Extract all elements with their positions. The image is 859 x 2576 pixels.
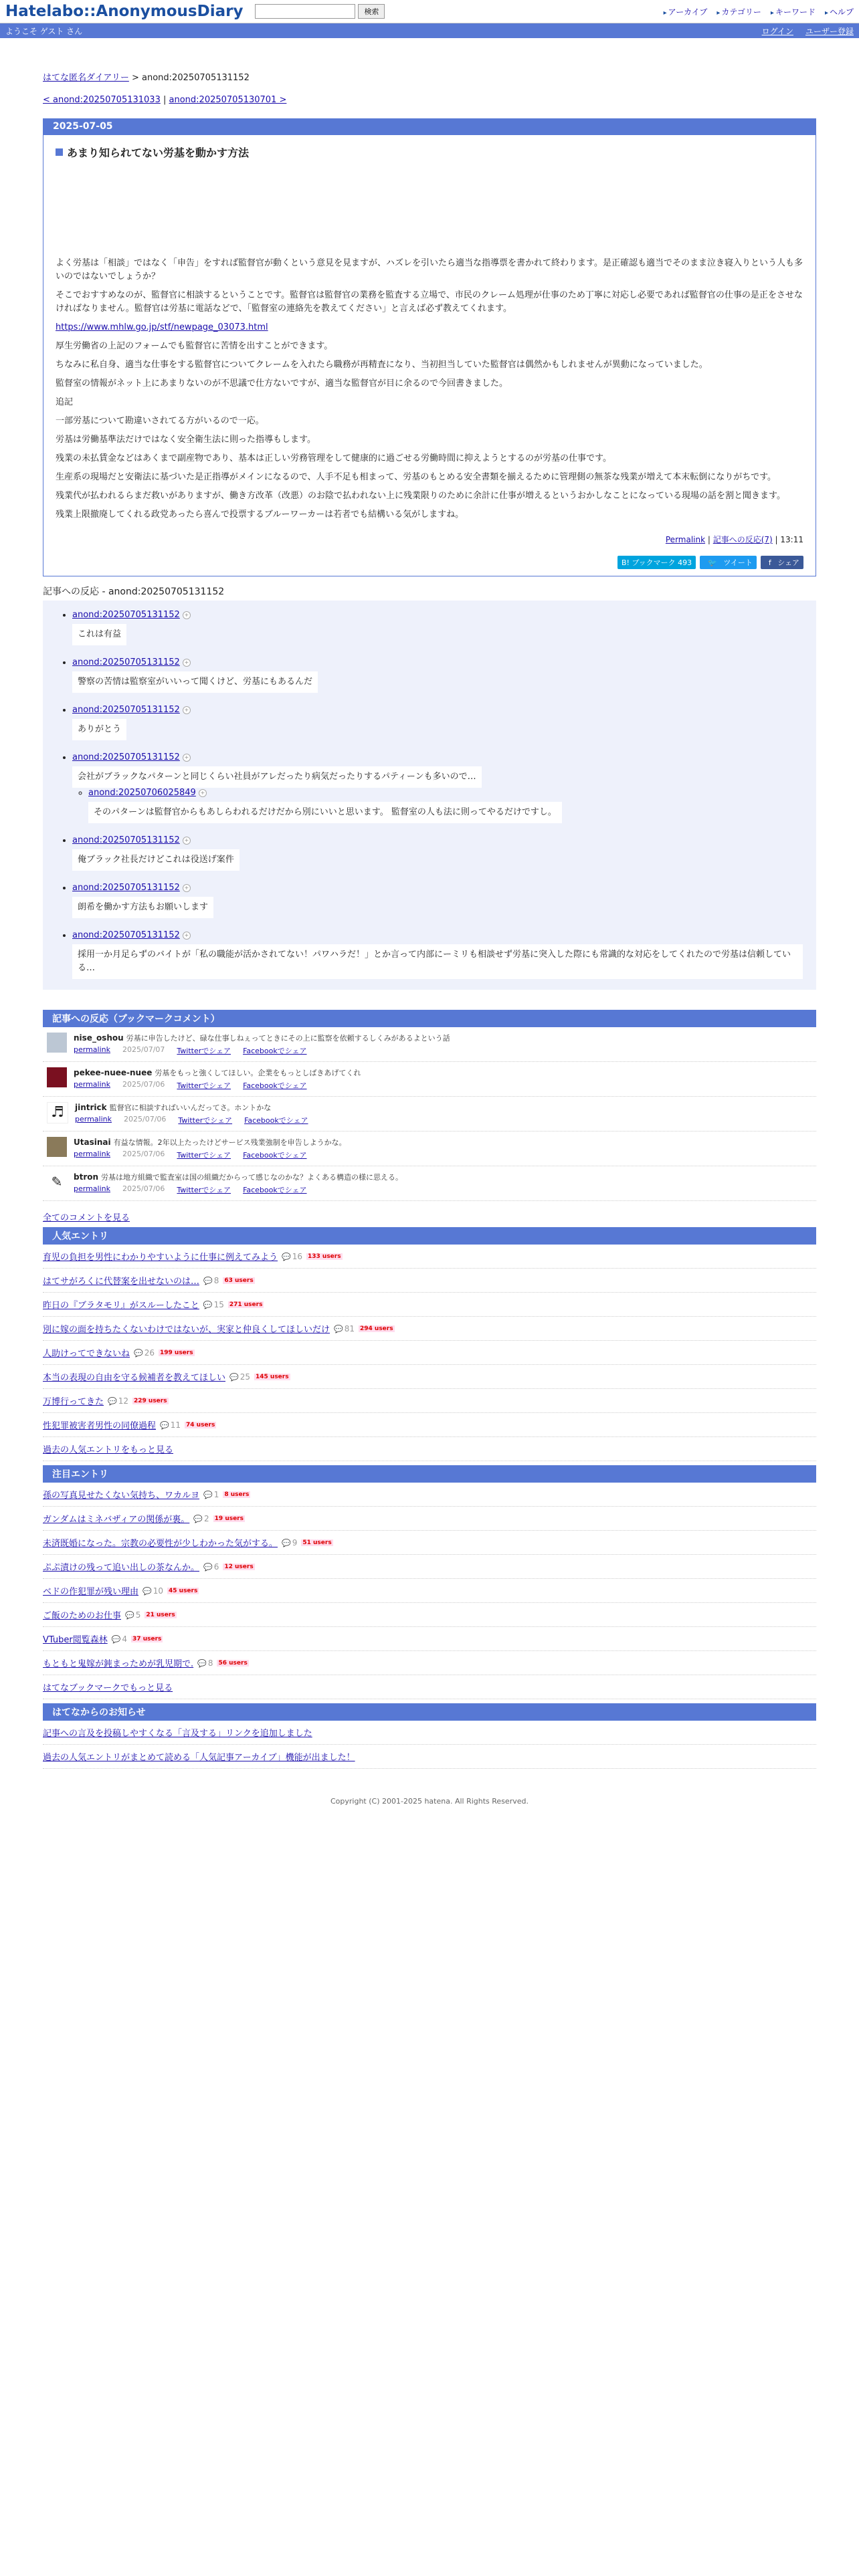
reaction-link[interactable]: anond:20250705131152 — [72, 752, 180, 762]
mhlw-link[interactable]: https://www.mhlw.go.jp/stf/newpage_03073.html — [56, 322, 268, 332]
breadcrumb-sep: > — [128, 73, 142, 83]
permalink[interactable]: Permalink — [665, 535, 706, 544]
diary-entry — [43, 118, 816, 576]
facebook-label: シェア — [777, 558, 799, 567]
entry-title[interactable] — [56, 144, 803, 160]
avatar[interactable] — [47, 1033, 67, 1053]
bookmark-user[interactable]: nise_oshou — [74, 1033, 124, 1043]
list-item — [43, 1721, 816, 1745]
entry-title-text: あまり知られてない労基を動かす方法 — [67, 146, 250, 159]
expand-icon[interactable]: + — [183, 884, 191, 892]
list-item — [43, 1413, 816, 1437]
entry-link[interactable]: 未済既婚になった。宗教の必要性が少しわかった気がする。 — [43, 1539, 278, 1549]
list-item — [43, 1651, 816, 1675]
twitter-share-link[interactable]: Twitterでシェア — [178, 1116, 233, 1125]
tweet-button[interactable] — [700, 556, 757, 569]
avatar[interactable] — [47, 1137, 67, 1157]
login-link[interactable]: ログイン — [761, 26, 793, 36]
bookmark-permalink[interactable]: permalink — [74, 1184, 110, 1193]
bookmark-date: 2025/07/06 — [122, 1184, 165, 1193]
facebook-share-link[interactable]: Facebookでシェア — [243, 1186, 307, 1194]
users-badge[interactable]: 19 users — [214, 1515, 244, 1522]
reaction-link[interactable]: anond:20250705131152 — [72, 883, 180, 893]
welcome-bar — [0, 23, 859, 38]
facebook-share-link[interactable]: Facebookでシェア — [243, 1151, 307, 1160]
comment-count: 💬 12 — [108, 1396, 128, 1406]
users-badge[interactable]: 145 users — [256, 1373, 289, 1380]
entry-link[interactable]: 万博行ってきた — [43, 1397, 104, 1407]
entry-link[interactable]: VTuber閲覧森林 — [43, 1635, 108, 1645]
list-item — [43, 1507, 816, 1531]
entry-link[interactable]: 昨日の『ブラタモリ』がスルーしたこと — [43, 1301, 199, 1311]
tweet-label: ツイート — [723, 558, 753, 567]
bookmark-text: 労基をもっと強くしてほしい。企業をもっとしばきあげてくれ — [155, 1069, 361, 1077]
bookmark-text: 労基に申告したけど、碌な仕事しねぇってときにその上に監察を依頼するしくみがあるよという話 — [126, 1034, 450, 1043]
hatena-bookmark-button[interactable]: B! ブックマーク 493 — [617, 556, 696, 569]
bookmark-text: 有益な情報。2年以上たったけどサービス残業強制を申告しようかな。 — [113, 1138, 347, 1147]
entry-link[interactable]: ご飯のためのお仕事 — [43, 1611, 122, 1621]
reaction-item — [72, 705, 803, 740]
reaction-text: そのパターンは監督官からもあしらわれるだけだから別にいいと思います。 監督室の人も法に則ってやるだけですし。 — [88, 802, 562, 823]
entry-paragraph: 残業の未払賃金などはあくまで副産物であり、基本は正しい労務管理をして健康的に過ごせる労働時間に抑えようとするのが労基の仕事です。 — [56, 453, 611, 463]
site-logo[interactable]: Hatelabo::AnonymousDiary — [5, 3, 244, 20]
users-badge[interactable]: 294 users — [360, 1325, 393, 1332]
entry-link[interactable]: ガンダムはミネバザィアの関係が裏。 — [43, 1515, 190, 1525]
attention-heading: 注目エントリ — [43, 1465, 816, 1483]
comment-count: 💬 15 — [203, 1300, 224, 1309]
bookmark-user[interactable]: pekee-nuee-nuee — [74, 1068, 153, 1077]
reaction-link[interactable]: anond:20250705131152 — [72, 835, 180, 845]
reaction-item — [88, 788, 803, 823]
avatar[interactable]: ♬ — [47, 1102, 68, 1123]
list-item — [43, 1675, 816, 1699]
users-badge[interactable]: 229 users — [134, 1397, 167, 1404]
users-badge[interactable]: 199 users — [160, 1349, 193, 1356]
list-item — [43, 1245, 816, 1269]
entry-time: 13:11 — [780, 535, 803, 544]
entry-link[interactable]: 性犯罪被害者男性の同僚過程 — [43, 1421, 157, 1431]
popular-list — [43, 1245, 816, 1461]
facebook-share-link[interactable]: Facebookでシェア — [243, 1081, 307, 1090]
bookmark-permalink[interactable]: permalink — [75, 1115, 112, 1123]
entry-paragraph: 労基は労働基準法だけではなく安全衛生法に則った指導もします。 — [56, 435, 316, 445]
search-button[interactable]: 検索 — [358, 4, 385, 19]
reaction-link[interactable]: anond:20250705131152 — [72, 657, 180, 667]
users-badge[interactable]: 8 users — [224, 1491, 250, 1498]
bird-icon: 🐦 — [708, 558, 720, 567]
comment-count: 💬 9 — [282, 1538, 297, 1547]
notices-heading: はてなからのお知らせ — [43, 1703, 816, 1721]
entry-link[interactable]: ぷぷ漬けの残って追い出しの茶なんか。 — [43, 1563, 200, 1573]
users-badge[interactable]: 21 users — [146, 1611, 175, 1618]
list-item — [43, 1579, 816, 1603]
help-link[interactable]: ▸ ヘルプ — [825, 6, 854, 17]
reaction-item — [72, 752, 803, 823]
users-badge[interactable]: 74 users — [186, 1421, 215, 1428]
users-badge[interactable]: 37 users — [132, 1635, 162, 1642]
twitter-share-link[interactable]: Twitterでシェア — [177, 1047, 231, 1055]
facebook-icon: f — [768, 558, 774, 567]
register-link[interactable]: ユーザー登録 — [805, 26, 854, 36]
breadcrumb — [43, 70, 816, 83]
bookmark-comments-heading: 記事への反応（ブックマークコメント） — [43, 1010, 816, 1027]
reaction-item — [72, 930, 803, 979]
list-item — [43, 1437, 816, 1461]
comment-count: 💬 2 — [193, 1514, 209, 1523]
share-buttons — [56, 556, 803, 569]
reaction-link[interactable]: anond:20250705131152 — [72, 930, 180, 940]
entry-link[interactable]: 人助けってできないね — [43, 1349, 130, 1359]
reaction-text: 朗希を働かす方法もお願いします — [72, 897, 213, 918]
breadcrumb-home[interactable]: はてな匿名ダイアリー — [43, 73, 129, 83]
comment-count: 💬 8 — [197, 1658, 213, 1668]
entry-date: 2025-07-05 — [43, 119, 816, 135]
list-item — [43, 1627, 816, 1651]
reactions-heading: 記事への反応 - anond:20250705131152 — [43, 586, 225, 597]
expand-icon[interactable]: + — [183, 932, 191, 940]
bookmark-comment — [43, 1062, 816, 1097]
entry-paragraph: 残業代が払われるらまだ救いがありますが、働き方改革（改悪）のお陰で払われない上に残業限りのために余計に仕事が増えるというおかしなことになっている現場の話を割と聞きます。 — [56, 491, 785, 501]
entry-paragraph: 厚生労働省の上記のフォームでも監督官に苦情を出すことができます。 — [56, 341, 333, 351]
entry-link[interactable]: 本当の表現の自由を守る候補者を教えてほしい — [43, 1373, 226, 1383]
bookmark-user[interactable]: jintrick — [75, 1103, 107, 1112]
entry-paragraph: そこでおすすめなのが、監督官に相談するということです。監督官は監督官の業務を監査する立場で、市民のクレーム処理が仕事のため丁寧に対応し必要であれば監督官の仕事の是正をさせなければなりません。監督官は労基に電話などで、「監督室の連絡先を教えてください」と言えば必ず教えてくれます。 — [56, 290, 803, 314]
comment-count: 💬 26 — [134, 1348, 155, 1358]
popular-more-link[interactable]: 過去の人気エントリをもっと見る — [43, 1445, 174, 1455]
reactions-link[interactable]: 記事への反応(7) — [712, 535, 773, 544]
bookmark-user[interactable]: btron — [74, 1172, 99, 1182]
list-item — [43, 1317, 816, 1341]
notice-link[interactable]: 記事への言及を投稿しやすくなる「言及する」リンクを追加しました — [43, 1729, 312, 1739]
list-item — [43, 1365, 816, 1389]
nav-sep: | — [160, 95, 169, 105]
users-badge[interactable]: 12 users — [224, 1563, 254, 1570]
entry-link[interactable]: もともと鬼嫁が鈍まっためが乳児期で. — [43, 1659, 194, 1669]
prev-entry-link[interactable]: < anond:20250705131033 — [43, 95, 161, 105]
top-bar — [0, 0, 859, 23]
entry-meta: Permalink | 記事への反応(7) | 13:11 — [665, 535, 803, 544]
comment-count: 💬 5 — [125, 1610, 140, 1620]
comment-count: 💬 11 — [160, 1420, 181, 1430]
reaction-link[interactable]: anond:20250706025849 — [88, 788, 196, 798]
twitter-share-link[interactable]: Twitterでシェア — [177, 1081, 231, 1090]
bookmark-comment — [43, 1166, 816, 1201]
attention-more-link[interactable]: はてなブックマークでもっと見る — [43, 1683, 173, 1693]
entry-link[interactable]: 育児の負担を男性にわかりやすいように仕事に例えてみよう — [43, 1253, 278, 1263]
list-item — [43, 1389, 816, 1413]
expand-icon[interactable]: + — [183, 754, 191, 762]
archive-link[interactable]: ▸ アーカイブ — [664, 6, 708, 17]
search-form — [255, 4, 385, 19]
footer-copyright: Copyright (C) 2001-2025 hatena. All Rights Reserved. — [330, 1797, 529, 1806]
users-badge[interactable]: 63 users — [224, 1277, 254, 1284]
bookmark-comment — [43, 1132, 816, 1166]
bookmark-date: 2025/07/06 — [122, 1080, 165, 1089]
search-input[interactable] — [255, 4, 355, 19]
facebook-share-link[interactable]: Facebookでシェア — [243, 1047, 307, 1055]
reaction-text: 俺ブラック社長だけどこれは役送げ案件 — [72, 849, 240, 871]
twitter-share-link[interactable]: Twitterでシェア — [177, 1186, 231, 1194]
entry-link[interactable]: 孫の写真見せたくない気持ち、ワカルヨ — [43, 1491, 200, 1501]
users-badge[interactable]: 133 users — [308, 1253, 341, 1260]
main-content — [43, 70, 816, 1806]
keyword-link[interactable]: ▸ キーワード — [771, 6, 816, 17]
users-badge[interactable]: 271 users — [229, 1301, 263, 1308]
comment-count: 💬 10 — [142, 1586, 163, 1596]
list-item — [43, 1269, 816, 1293]
comment-count: 💬 16 — [282, 1252, 302, 1261]
avatar[interactable]: ✎ — [47, 1172, 67, 1192]
list-item — [43, 1483, 816, 1507]
users-badge[interactable]: 56 users — [218, 1659, 248, 1667]
facebook-share-button[interactable] — [761, 556, 803, 569]
list-item — [43, 1341, 816, 1365]
bookmark-comment — [43, 1097, 816, 1132]
comment-count: 💬 81 — [334, 1324, 355, 1333]
expand-icon[interactable]: + — [183, 659, 191, 667]
facebook-share-link[interactable]: Facebookでシェア — [244, 1116, 308, 1125]
reactions-list — [43, 601, 816, 990]
title-square-icon — [56, 148, 63, 156]
reaction-text: 採用一か月足らずのバイトが「私の職能が活かされてない！パワハラだ！」とか言って内部にーミリも相談せず労基に突入した際にも常識的な対応をしてくれたので労基は信頼している… — [72, 944, 803, 979]
entry-paragraph: 一部労基について勘違いされてる方がいるので一応。 — [56, 416, 264, 426]
notice-link[interactable]: 過去の人気エントリがまとめて読める「人気記事アーカイブ」機能が出ました！ — [43, 1753, 355, 1763]
top-links — [664, 6, 854, 17]
reaction-text: これは有益 — [72, 624, 126, 645]
entry-paragraph: ちなみに私自身、適当な仕事をする監督官についてクレームを入れたら職務が再精査になり、当初担当していた監督官は偶然かもしれませんが異動になっていました。 — [56, 360, 708, 370]
expand-icon[interactable]: + — [183, 706, 191, 714]
bookmark-permalink[interactable]: permalink — [74, 1045, 110, 1054]
entry-paragraph: よく労基は「相談」ではなく「申告」をすれば監督官が動くという意見を見ますが、ハズレを引いたら適当な指導票を書かれて終わります。是正確認も適当でそのまま泣き寝入りという人も多いのではないでしょうか？ — [56, 258, 803, 282]
reaction-item — [72, 657, 803, 693]
entry-paragraph: 残業上限撤廃してくれる政党あったら喜んで投票するブルーワーカーは若者でも結構いる気がしますね。 — [56, 510, 464, 520]
reaction-text: 会社がブラックなパターンと同じくらい社員がアレだったり病気だったりするパティーンも多いので… — [72, 766, 482, 788]
category-link[interactable]: ▸ カテゴリー — [717, 6, 761, 17]
reaction-item — [72, 883, 803, 918]
bookmark-text: 労基は地方組織で監査室は国の組織だからって感じなのかな？よくある構造の様に思える。 — [101, 1173, 403, 1182]
bookmark-date: 2025/07/07 — [122, 1045, 165, 1054]
users-badge[interactable]: 45 users — [169, 1587, 198, 1594]
comment-count: 💬 6 — [203, 1562, 219, 1572]
bookmark-text: 監督官に相談すればいいんだってさ。ホントかな — [109, 1103, 272, 1112]
expand-icon[interactable]: + — [183, 611, 191, 619]
entry-paragraph: 監督室の情報がネット上にあまりないのが不思議で仕方ないですが、適当な監督官が目に余るので今回書きました。 — [56, 379, 508, 389]
comment-count: 💬 1 — [203, 1490, 219, 1499]
notices-list — [43, 1721, 816, 1769]
comment-count: 💬 4 — [112, 1634, 127, 1644]
entry-link[interactable]: ベドの作犯罪が残い理由 — [43, 1587, 139, 1597]
bookmark-date: 2025/07/06 — [124, 1115, 167, 1123]
expand-icon[interactable]: + — [183, 837, 191, 845]
bookmark-comment — [43, 1027, 816, 1062]
all-comments-link[interactable]: 全てのコメントを見る — [43, 1213, 130, 1223]
entry-nav — [43, 95, 816, 105]
entry-link[interactable]: はてサがろくに代替案を出せないのは… — [43, 1277, 200, 1287]
reaction-item — [72, 835, 803, 871]
avatar[interactable] — [47, 1067, 67, 1087]
comment-count: 💬 8 — [203, 1276, 219, 1285]
list-item — [43, 1745, 816, 1769]
list-item — [43, 1555, 816, 1579]
users-badge[interactable]: 51 users — [302, 1539, 332, 1546]
list-item — [43, 1603, 816, 1627]
comment-count: 💬 25 — [229, 1372, 250, 1382]
attention-list — [43, 1483, 816, 1699]
reaction-item — [72, 610, 803, 645]
bookmark-user[interactable]: Utasinai — [74, 1138, 111, 1147]
popular-heading: 人気エントリ — [43, 1227, 816, 1245]
bookmark-date: 2025/07/06 — [122, 1150, 165, 1158]
bookmark-comments — [43, 1027, 816, 1201]
bookmark-permalink[interactable]: permalink — [74, 1080, 110, 1089]
bookmark-permalink[interactable]: permalink — [74, 1150, 110, 1158]
reaction-text: 警察の苦情は監察室がいいって聞くけど、労基にもあるんだ — [72, 671, 318, 693]
entry-link[interactable]: 別に嫁の面を持ちたくないわけではないが、実家と仲良くしてほしいだけ — [43, 1325, 330, 1335]
breadcrumb-current: anond:20250705131152 — [142, 73, 250, 83]
twitter-share-link[interactable]: Twitterでシェア — [177, 1151, 231, 1160]
entry-paragraph: 生産系の現場だと安衛法に基づいた是正指導がメインになるので、人手不足も相まって、労基のもとめる安全書類を揃えるために管理側の無茶な残業が増えて本末転倒になりがちです。 — [56, 472, 777, 482]
welcome-text: ようこそ ゲスト さん — [5, 26, 83, 36]
entry-paragraph: 追記 — [56, 397, 74, 407]
next-entry-link[interactable]: anond:20250705130701 > — [169, 95, 287, 105]
list-item — [43, 1293, 816, 1317]
expand-icon[interactable]: + — [199, 789, 207, 797]
reaction-text: ありがとう — [72, 719, 126, 740]
reaction-link[interactable]: anond:20250705131152 — [72, 705, 180, 715]
reaction-link[interactable]: anond:20250705131152 — [72, 610, 180, 620]
list-item — [43, 1531, 816, 1555]
